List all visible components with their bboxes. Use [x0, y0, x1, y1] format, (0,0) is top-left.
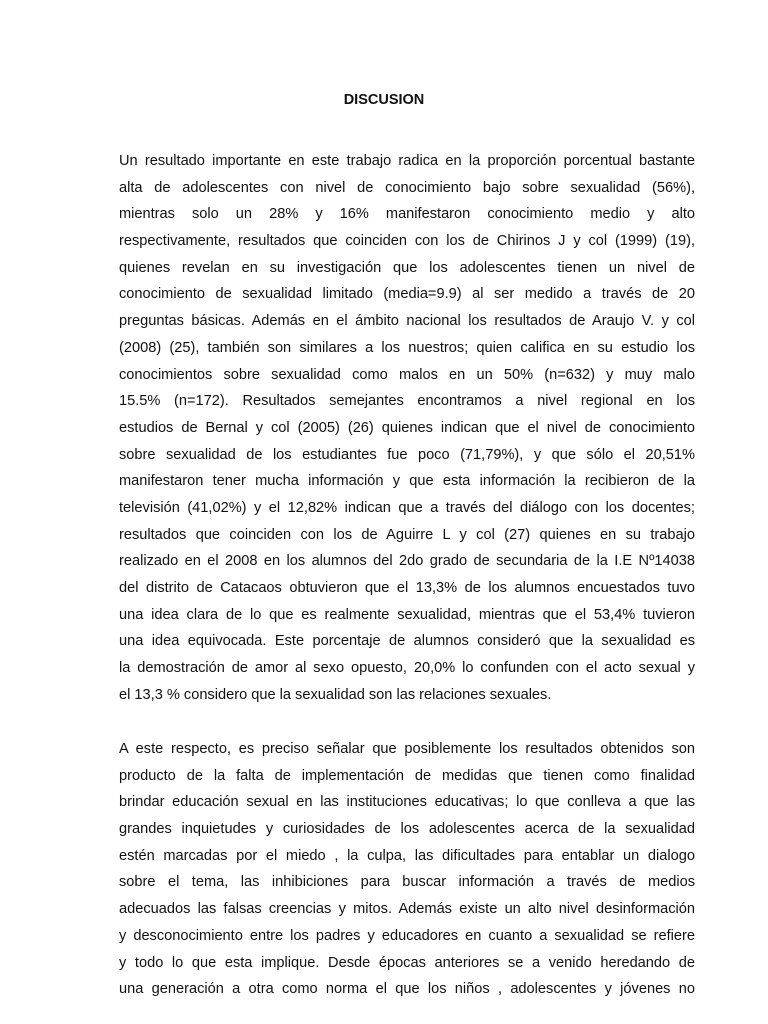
text-line: y desconocimiento entre los padres y educadores en cuanto a sexualidad se refiere — [119, 927, 695, 944]
text-line: adecuados las falsas creencias y mitos. Además existe un alto nivel desinformación — [119, 901, 695, 918]
text-line: realizado en el 2008 en los alumnos del 2do grado de secundaria de la I.E Nº14038 — [119, 553, 695, 570]
text-line: (2008) (25), también son similares a los nuestros; quien califica en su estudio los — [119, 339, 695, 356]
text-line: televisión (41,02%) y el 12,82% indican que a través del diálogo con los docentes; — [119, 499, 695, 516]
text-line: manifestaron tener mucha información y que esta información la recibieron de la — [119, 473, 695, 490]
text-line: el 13,3 % considero que la sexualidad son las relaciones sexuales. — [119, 686, 552, 703]
text-line: estudios de Bernal y col (2005) (26) quienes indican que el nivel de conocimiento — [119, 419, 695, 436]
text-line: una generación a otra como norma el que los niños , adolescentes y jóvenes no — [119, 981, 695, 998]
text-line: conocimientos sobre sexualidad como malos en un 50% (n=632) y muy malo — [119, 366, 695, 383]
text-line: preguntas básicas. Además en el ámbito nacional los resultados de Araujo V. y col — [119, 313, 695, 330]
text-line: resultados que coinciden con los de Aguirre L y col (27) quienes en su trabajo — [119, 526, 695, 543]
text-line: brindar educación sexual en las instituciones educativas; lo que conlleva a que las — [119, 794, 695, 811]
text-line: respectivamente, resultados que coinciden con los de Chirinos J y col (1999) (19), — [119, 233, 695, 250]
paragraph-1 — [119, 148, 695, 708]
text-line: del distrito de Catacaos obtuvieron que el 13,3% de los alumnos encuestados tuvo — [119, 580, 695, 596]
text-line: conocimiento de sexualidad limitado (media=9.9) al ser medido a través de 20 — [119, 286, 695, 303]
page-title: DISCUSION — [343, 92, 425, 108]
paragraph-2 — [119, 736, 695, 1003]
text-line: quienes revelan en su investigación que los adolescentes tienen un nivel de — [119, 259, 695, 276]
text-line: sobre el tema, las inhibiciones para buscar información a través de medios — [119, 874, 695, 891]
text-line: una idea equivocada. Este porcentaje de alumnos consideró que la sexualidad es — [119, 633, 695, 650]
text-line: la demostración de amor al sexo opuesto, 20,0% lo confunden con el acto sexual y — [119, 660, 695, 677]
text-line: estén marcadas por el miedo , la culpa, las dificultades para entablar un dialogo — [119, 847, 695, 864]
text-line: una idea clara de lo que es realmente sexualidad, mientras que el 53,4% tuvieron — [119, 606, 695, 623]
text-line: producto de la falta de implementación de medidas que tienen como finalidad — [119, 767, 695, 784]
text-line: Un resultado importante en este trabajo radica en la proporción porcentual bastante — [119, 153, 695, 169]
text-line: alta de adolescentes con nivel de conocimiento bajo sobre sexualidad (56%), — [119, 179, 695, 196]
text-line: 15.5% (n=172). Resultados semejantes encontramos a nivel regional en los — [119, 393, 695, 410]
text-line: grandes inquietudes y curiosidades de los adolescentes acerca de la sexualidad — [119, 821, 695, 838]
text-line: y todo lo que esta implique. Desde épocas anteriores se a venido heredando de — [119, 954, 695, 971]
text-line: A este respecto, es preciso señalar que posiblemente los resultados obtenidos son — [119, 741, 695, 757]
text-line: mientras solo un 28% y 16% manifestaron conocimiento medio y alto — [119, 206, 695, 223]
text-line: sobre sexualidad de los estudiantes fue poco (71,79%), y que sólo el 20,51% — [119, 446, 695, 463]
